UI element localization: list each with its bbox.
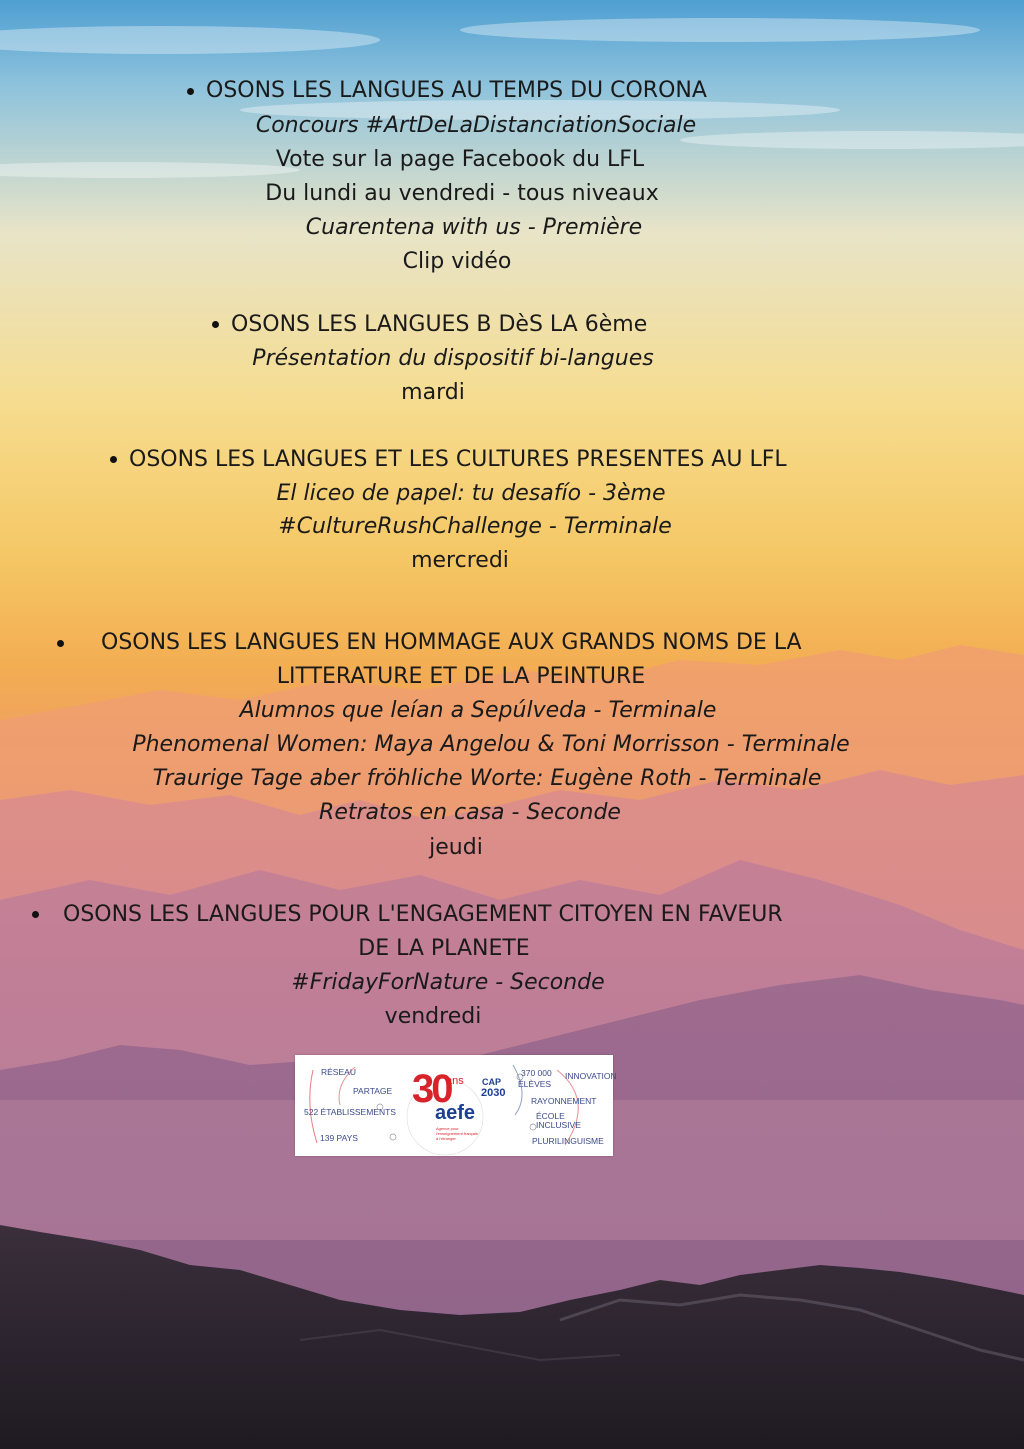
logo-word: 370 000: [521, 1068, 552, 1078]
logo-cap: CAP: [482, 1077, 502, 1087]
logo-word: PARTAGE: [353, 1086, 393, 1096]
section-title: OSONS LES LANGUES ET LES CULTURES PRESENTES AU LFL: [129, 447, 787, 472]
day-label: mardi: [401, 380, 465, 405]
event-line: Présentation du dispositif bi-langues: [252, 346, 654, 371]
logo-word: INNOVATION: [565, 1071, 617, 1081]
event-line: #CultureRushChallenge - Terminale: [278, 514, 672, 539]
bullet-icon: [187, 88, 194, 95]
section-title-continued: DE LA PLANETE: [358, 936, 530, 961]
logo-word: 139 PAYS: [320, 1133, 358, 1143]
section-title: OSONS LES LANGUES EN HOMMAGE AUX GRANDS NOMS DE LA: [101, 630, 802, 655]
logo-word: RAYONNEMENT: [531, 1096, 597, 1106]
bullet-icon: [110, 456, 117, 463]
event-line: Phenomenal Women: Maya Angelou & Toni Morrisson - Terminale: [132, 732, 850, 757]
event-line: Vote sur la page Facebook du LFL: [275, 147, 645, 172]
logo-word: RÉSEAU: [321, 1067, 356, 1077]
event-line: Traurige Tage aber fröhliche Worte: Eugène Roth - Terminale: [152, 766, 822, 791]
bullet-icon: [32, 911, 39, 918]
logo-word: ÉLÈVES: [518, 1079, 552, 1089]
event-line: Alumnos que leían a Sepúlveda - Terminale: [239, 698, 717, 723]
section-title: OSONS LES LANGUES B DèS LA 6ème: [231, 312, 648, 337]
logo-word: INCLUSIVE: [536, 1120, 581, 1130]
day-label: vendredi: [384, 1004, 482, 1029]
logo-word: 522 ÉTABLISSEMENTS: [304, 1107, 396, 1117]
bullet-icon: [57, 640, 64, 647]
aefe-30-ans-logo: [295, 1055, 617, 1156]
bullet-icon: [212, 321, 219, 328]
day-label: mercredi: [411, 548, 509, 573]
logo-brand: aefe: [435, 1102, 476, 1124]
section-title-continued: LITTERATURE ET DE LA PEINTURE: [276, 664, 646, 689]
section-title: OSONS LES LANGUES POUR L'ENGAGEMENT CITOYEN EN FAVEUR: [63, 902, 783, 927]
event-line: Retratos en casa - Seconde: [319, 800, 621, 825]
event-line: Cuarentena with us - Première: [305, 215, 643, 240]
event-line: El liceo de papel: tu desafío - 3ème: [276, 481, 666, 506]
logo-number: 30: [412, 1067, 451, 1111]
event-line: Du lundi au vendredi - tous niveaux: [265, 181, 659, 206]
logo-ans: ans: [446, 1075, 464, 1087]
day-label: jeudi: [429, 835, 483, 860]
section-title: OSONS LES LANGUES AU TEMPS DU CORONA: [206, 78, 707, 103]
logo-year: 2030: [481, 1087, 506, 1099]
logo-tagline: Agence pour l'enseignement français à l'étranger: [436, 1126, 478, 1141]
logo-word: PLURILINGUISME: [532, 1136, 604, 1146]
day-label: Clip vidéo: [402, 249, 512, 274]
event-line: Concours #ArtDeLaDistanciationSociale: [255, 113, 697, 138]
logo-word: ÉCOLE: [536, 1111, 565, 1121]
event-line: #FridayForNature - Seconde: [291, 970, 605, 995]
